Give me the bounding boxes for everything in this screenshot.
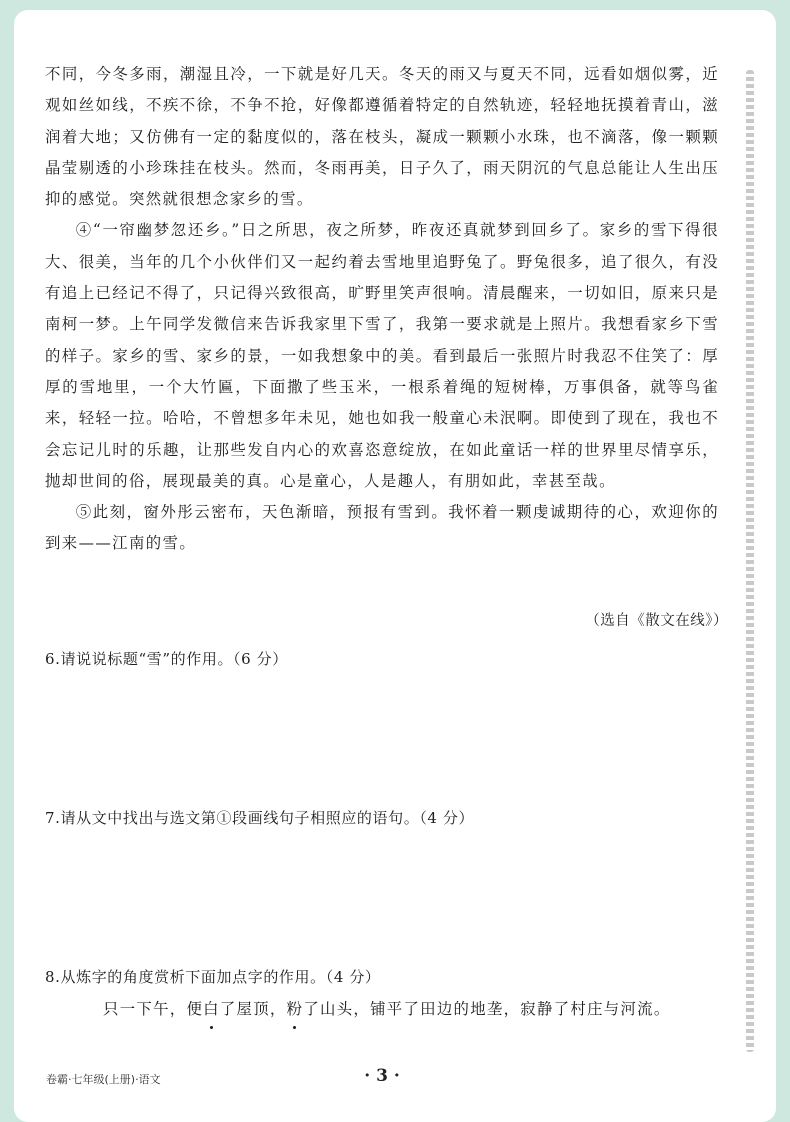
question-7: 7.请从文中找出与选文第①段画线句子相照应的语句。（4 分） [45,809,475,827]
question-6: 6.请说说标题“雪”的作用。（6 分） [45,650,288,668]
paragraph-5: ⑤此刻，窗外彤云密布，天色渐暗，预报有雪到。我怀着一颗虔诚期待的心，欢迎你的到来——江南的雪。 [45,503,719,553]
sentence-part-1: 只一下午，便 [103,1000,204,1018]
dotted-char-fen: 粉 [286,1000,304,1018]
binding-margin [746,70,754,1052]
question-8: 8.从炼字的角度赏析下面加点字的作用。（4 分） [45,968,381,986]
paragraph-3-tail: 不同，今冬多雨，潮湿且冷，一下就是好几天。冬天的雨又与夏天不同，远看如烟似雾，近观如丝如线，不疾不徐，不争不抢，好像都遵循着特定的自然轨迹，轻轻地抚摸着青山，滋润着大地；又仿佛有一定的黏度似的，落在枝头，凝成一颗颗小水珠，也不滴落，像一颗颗晶莹剔透的小珍珠挂在枝头。然而，冬雨再美，日子久了，雨天阴沉的气息总能让人生出压抑的感觉。突然就很想念家乡的雪。 [45,65,719,209]
passage-source: （选自《散文在线》） [585,613,728,629]
reading-passage [45,59,719,560]
footer-book-info: 卷霸·七年级(上册)·语文 [46,1073,161,1086]
dotted-char-bai: 白 [203,1000,220,1018]
paragraph-4: ④“一帘幽梦忽还乡。”日之所思，夜之所梦，昨夜还真就梦到回乡了。家乡的雪下得很大、很美，当年的几个小伙伴们又一起约着去雪地里追野兔了。野兔很多，追了很久，有没有追上已经记不得了，只记得兴致很高，旷野里笑声很响。清晨醒来，一切如旧，原来只是南柯一梦。上午同学发微信来告诉我家里下雪了，我第一要求就是上照片。我想看家乡下雪的样子。家乡的雪、家乡的景，一如我想象中的美。看到最后一张照片时我忍不住笑了：厚厚的雪地里，一个大竹匾，下面撒了些玉米，一根系着绳的短树棒，万事俱备，就等鸟雀来，轻轻一拉。哈哈，不曾想多年未见，她也如我一般童心未泯啊。即使到了现在，我也不会忘记儿时的乐趣，让那些发自内心的欢喜恣意绽放，在如此童话一样的世界里尽情享乐，抛却世间的俗，展现最美的真。心是童心，人是趣人，有朋如此，幸甚至哉。 [45,221,719,490]
page-number: · 3 · [364,1066,400,1086]
sentence-part-3: 了山头，铺平了田边的地垄，寂静了村庄与河流。 [303,1000,671,1018]
question-8-sentence [103,997,671,1019]
sentence-part-2: 了屋顶， [219,1000,287,1018]
